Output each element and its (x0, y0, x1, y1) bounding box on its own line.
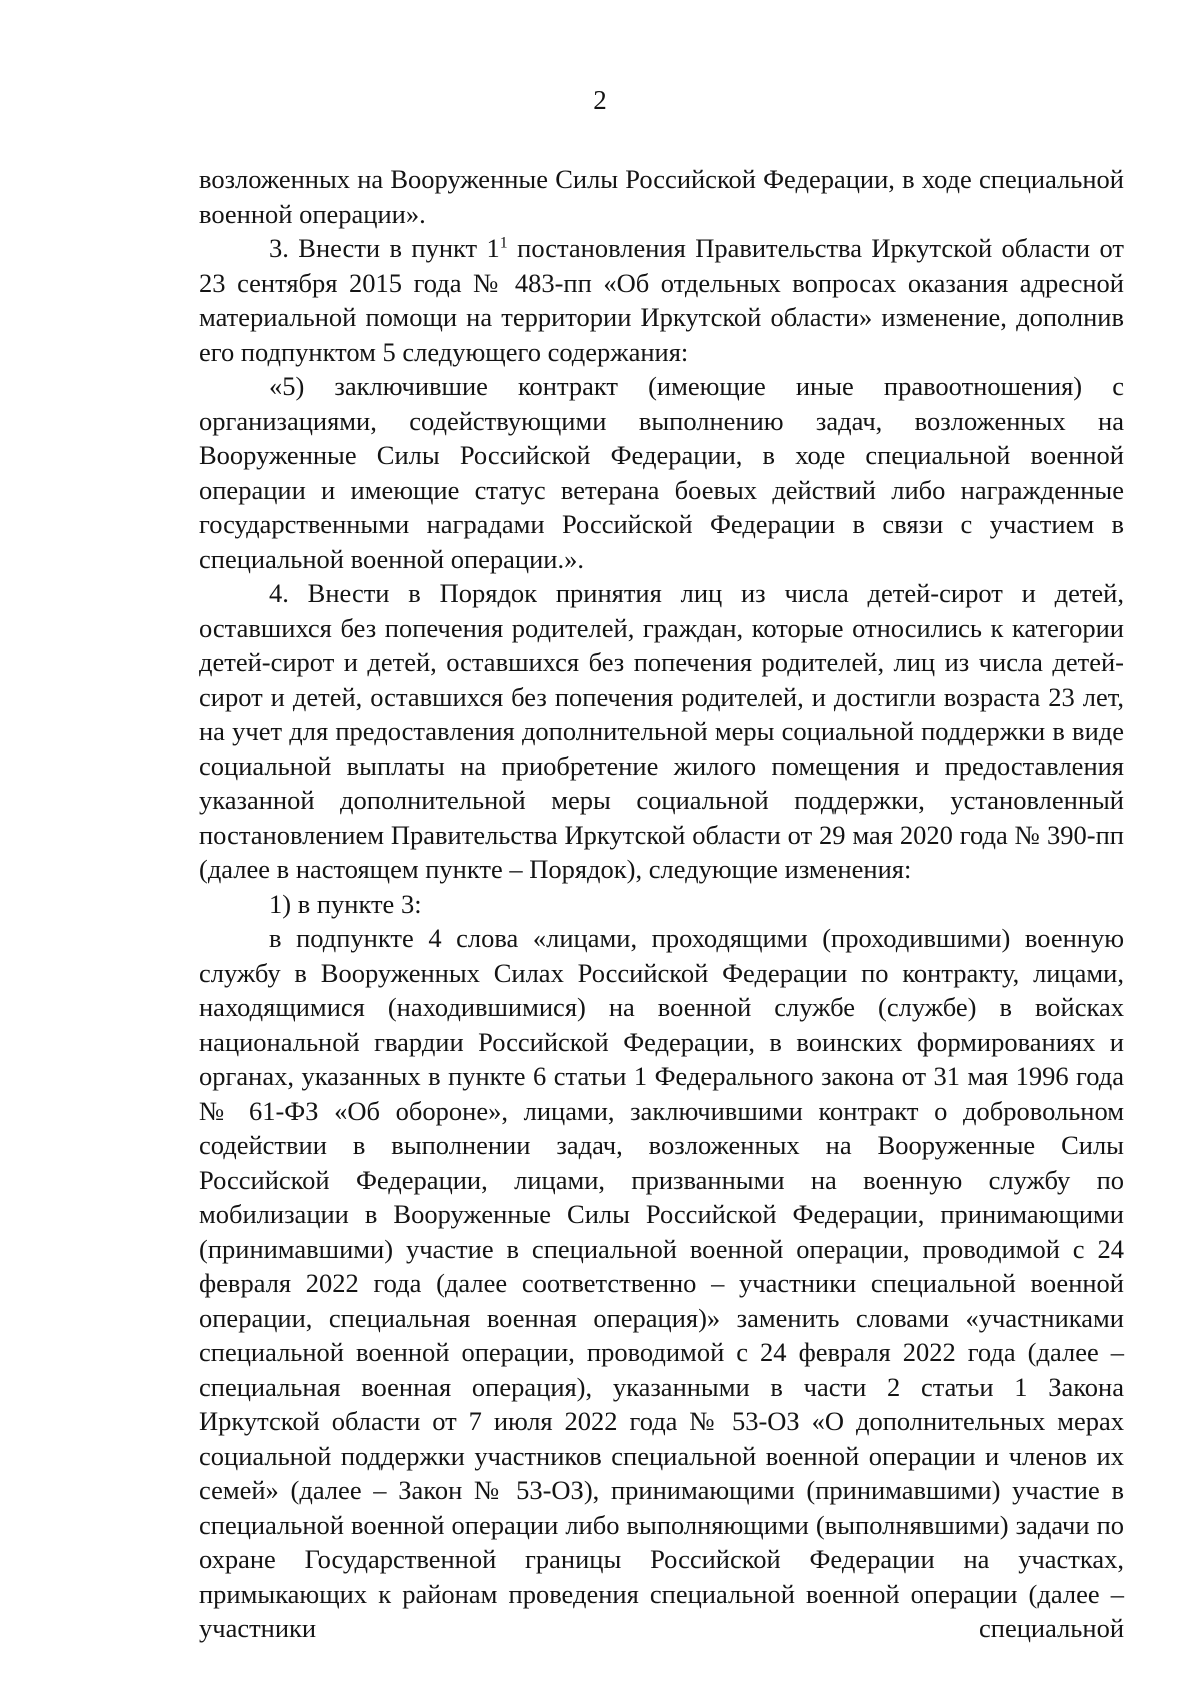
item-3-lead: 3. Внести в пункт 1 (269, 233, 500, 263)
paragraph-subitem-4-changes: в подпункте 4 слова «лицами, проходящими (проходившими) военную службу в Вооруженных Силах Российской Федерации по контракту, лицами, находящимися (находившимися) на военной службе (службе) в войсках национальной гвардии Российской Федерации, в воинских формированиях и органах, указанных в пункте 6 статьи 1 Федерального закона от 31 мая 1996 года № 61-ФЗ «Об обороне», лицами, заключившими контракт о добровольном содействии в выполнении задач, возложенных на Вооруженные Силы Российской Федерации, лицами, призванными на военную службу по мобилизации в Вооруженные Силы Российской Федерации, принимающими (принимавшими) участие в специальной военной операции, проводимой с 24 февраля 2022 года (далее соответственно – участники специальной военной операции, специальная военная операция)» заменить словами «участниками специальной военной операции, проводимой с 24 февраля 2022 года (далее – специальная военная операция), указанными в части 2 статьи 1 Закона Иркутской области от 7 июля 2022 года № 53-ОЗ «О дополнительных мерах социальной поддержки участников специальной военной операции и членов их семей» (далее – Закон № 53-ОЗ), принимающими (принимавшими) участие в специальной военной операции либо выполняющими (выполнявшими) задачи по охране Государственной границы Российской Федерации на участках, примыкающих к районам проведения специальной военной операции (далее – участники специальной (199, 923, 1124, 1643)
page-number: 2 (593, 85, 607, 115)
item-3-superscript: 1 (499, 234, 508, 252)
paragraph-continuation: возложенных на Вооруженные Силы Российской Федерации, в ходе специальной военной операции». (199, 164, 1124, 229)
paragraph-item-4: 4. Внести в Порядок принятия лиц из числа детей-сирот и детей, оставшихся без попечения родителей, граждан, которые относились к категории детей-сирот и детей, оставшихся без попечения родителей, лиц из числа детей-сирот и детей, оставшихся без попечения родителей, и достигли возраста 23 лет, на учет для предоставления дополнительной меры социальной поддержки в виде социальной выплаты на приобретение жилого помещения и предоставления указанной дополнительной меры социальной поддержки, установленный постановлением Правительства Иркутской области от 29 мая 2020 года № 390-пп (далее в настоящем пункте – Порядок), следующие изменения: (199, 578, 1124, 884)
paragraph-subitem-1: 1) в пункте 3: (269, 888, 422, 919)
document-body (199, 162, 1124, 1646)
item-3-text: постановления Правительства Иркутской области от 23 сентября 2015 года № 483-пп «Об отдельных вопросах оказания адресной материальной помощи на территории Иркутской области» изменение, дополнив его подпунктом 5 следующего содержания: (199, 233, 1124, 367)
paragraph-quoted-subitem-5: «5) заключившие контракт (имеющие иные правоотношения) с организациями, содействующими выполнению задач, возложенных на Вооруженные Силы Российской Федерации, в ходе специальной военной операции и имеющие статус ветерана боевых действий либо награжденные государственными наградами Российской Федерации в связи с участием в специальной военной операции.». (199, 371, 1124, 574)
paragraph-item-3 (199, 231, 1124, 369)
